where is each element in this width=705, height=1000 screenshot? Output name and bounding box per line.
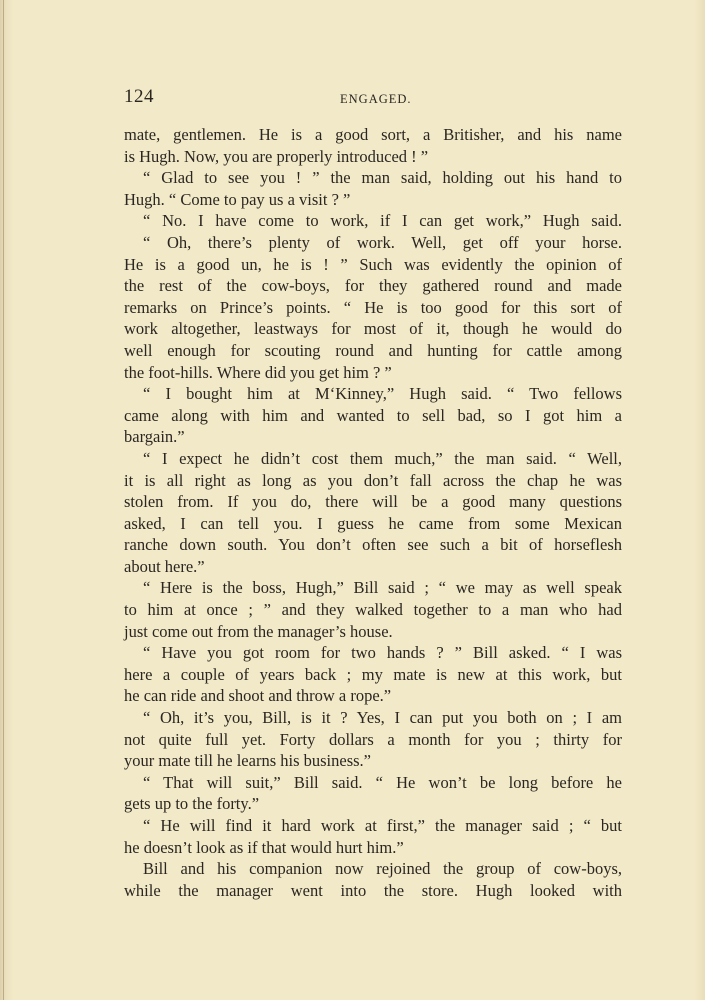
text-line: work altogether, leastways for most of it, though he would do xyxy=(124,319,622,339)
body-text xyxy=(124,124,622,901)
text-line: about here.” xyxy=(124,556,205,576)
running-title: ENGAGED. xyxy=(340,92,412,106)
text-line: the foot-hills. Where did you get him ? ” xyxy=(124,362,392,382)
text-line: “ That will suit,” Bill said. “ He won’t be long before he xyxy=(143,772,622,792)
text-line: mate, gentlemen. He is a good sort, a Britisher, and his name xyxy=(124,125,622,144)
text-line: Hugh. “ Come to pay us a visit ? ” xyxy=(124,189,351,209)
text-line: bargain.” xyxy=(124,427,185,447)
text-line: stolen from. If you do, there will be a good many questions xyxy=(124,492,622,512)
text-line: ranche down south. You don’t often see such a bit of horseflesh xyxy=(124,535,622,555)
text-line: the rest of the cow-boys, for they gathered round and made xyxy=(124,276,622,296)
text-line: “ Glad to see you ! ” the man said, holding out his hand to xyxy=(143,168,622,188)
text-line: “ I expect he didn’t cost them much,” the man said. “ Well, xyxy=(143,448,622,468)
text-line: Bill and his companion now rejoined the group of cow-boys, xyxy=(143,859,622,879)
text-line: while the manager went into the store. Hugh looked with xyxy=(124,880,622,900)
text-line: He is a good un, he is ! ” Such was evidently the opinion of xyxy=(124,254,622,274)
text-line: to him at once ; ” and they walked together to a man who had xyxy=(124,600,622,620)
text-line: “ I bought him at M‘Kinney,” Hugh said. “ Two fellows xyxy=(143,384,622,404)
text-line: he can ride and shoot and throw a rope.” xyxy=(124,686,392,706)
text-line: is Hugh. Now, you are properly introduced ! ” xyxy=(124,146,429,166)
text-line: asked, I can tell you. I guess he came from some Mexican xyxy=(124,513,622,533)
text-line: “ Have you got room for two hands ? ” Bill asked. “ I was xyxy=(143,643,622,663)
text-line: came along with him and wanted to sell bad, so I got him a xyxy=(124,405,622,425)
text-line: just come out from the manager’s house. xyxy=(124,621,393,641)
text-line: “ Oh, there’s plenty of work. Well, get off your horse. xyxy=(143,232,622,252)
text-line: not quite full yet. Forty dollars a month for you ; thirty for xyxy=(124,729,622,749)
text-line: here a couple of years back ; my mate is new at this work, but xyxy=(124,664,622,684)
text-line: “ Here is the boss, Hugh,” Bill said ; “ we may as well speak xyxy=(143,578,622,598)
page-number: 124 xyxy=(124,86,154,107)
text-line: remarks on Prince’s points. “ He is too good for this sort of xyxy=(124,297,622,317)
page-gutter-edge xyxy=(3,0,4,1000)
text-line: your mate till he learns his business.” xyxy=(124,751,371,771)
text-line: he doesn’t look as if that would hurt him.” xyxy=(124,837,404,857)
running-header xyxy=(124,86,624,112)
text-line: “ He will find it hard work at first,” the manager said ; “ but xyxy=(143,816,622,835)
text-line: “ No. I have come to work, if I can get work,” Hugh said. xyxy=(143,211,622,231)
text-line: gets up to the forty.” xyxy=(124,794,260,814)
text-line: it is all right as long as you don’t fall across the chap he was xyxy=(124,470,622,490)
text-line: well enough for scouting round and hunting for cattle among xyxy=(124,340,622,360)
text-line: “ Oh, it’s you, Bill, is it ? Yes, I can put you both on ; I am xyxy=(143,708,622,728)
